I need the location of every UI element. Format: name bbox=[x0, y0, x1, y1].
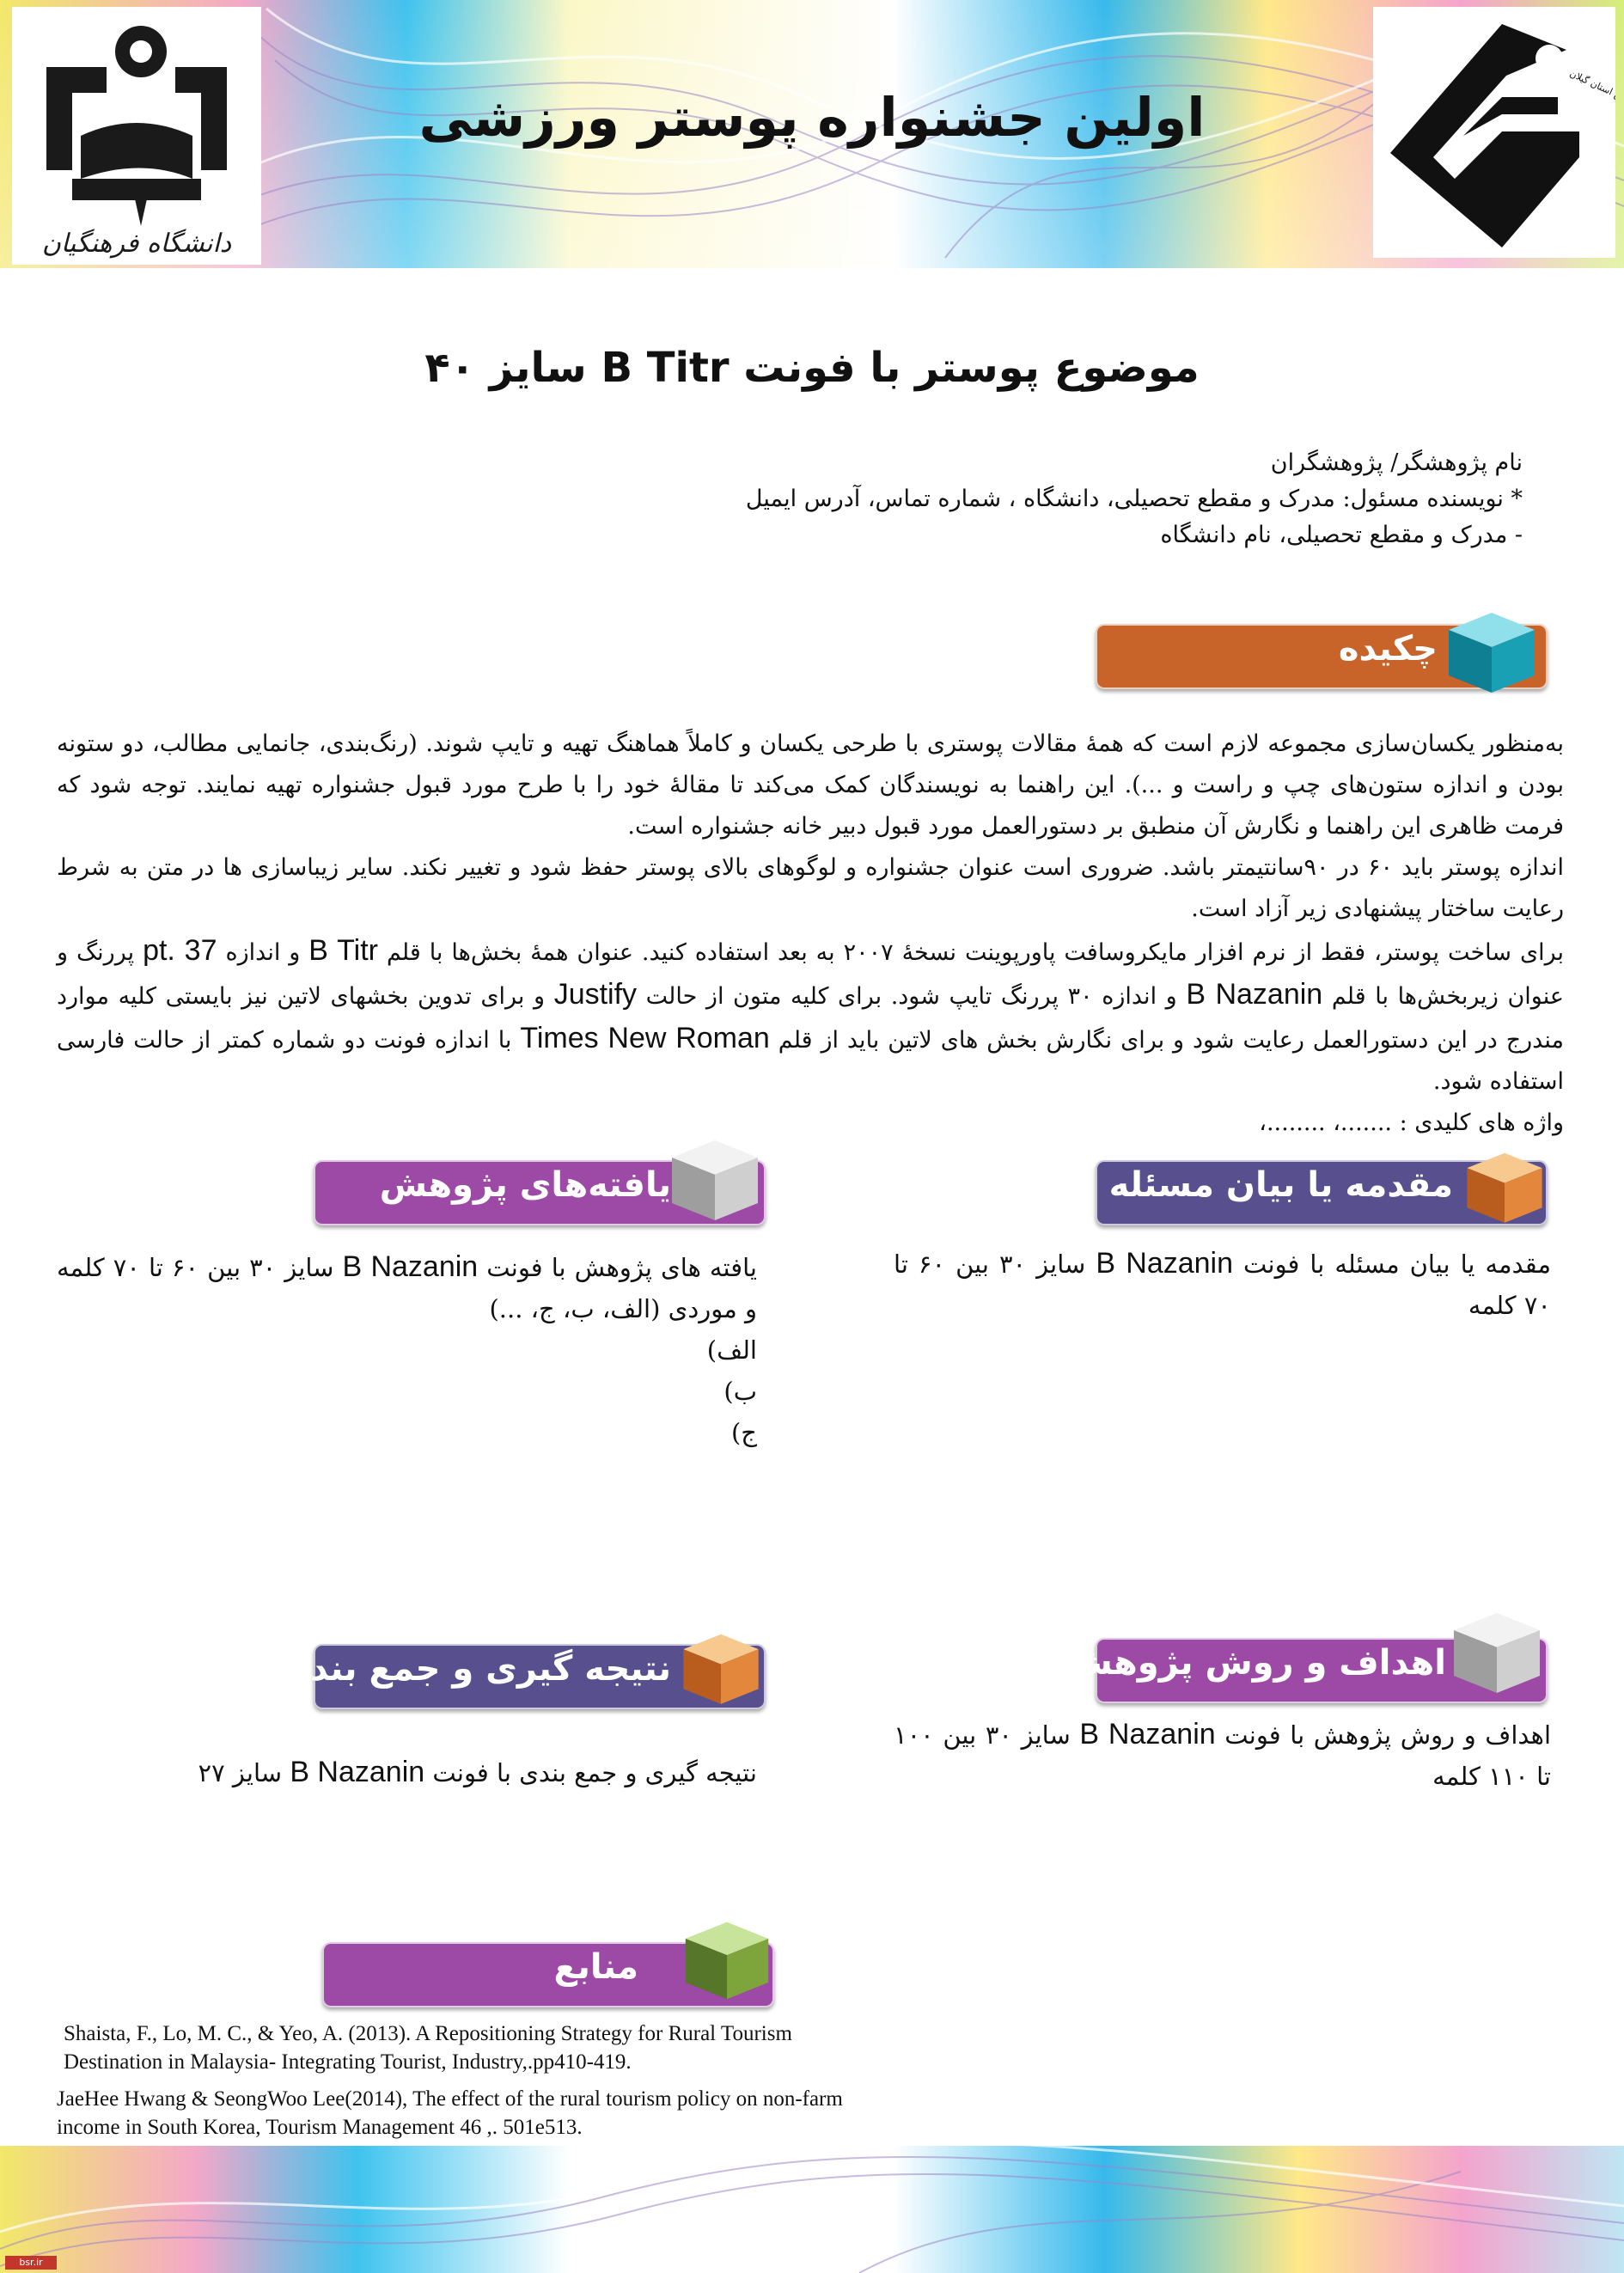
references-heading bbox=[322, 1935, 774, 2007]
abstract-p3-a: برای ساخت پوستر، فقط از نرم افزار مایکروسافت پاورپوینت نسخهٔ ۲۰۰۷ به بعد استفاده کنید. عنوان همهٔ بخش‌ها با قلم bbox=[386, 939, 1564, 966]
methods-font: B Nazanin bbox=[1079, 1718, 1216, 1751]
abstract-p3-i: و برای تدوین بخشهای لاتین نیز بایستی کلیه موارد مندرج در این دستورالعمل رعایت شود و برای نگارش بخش های لاتین باید از قلم bbox=[57, 983, 1564, 1054]
conclusion-heading bbox=[278, 1637, 766, 1709]
abstract-paragraph-3 bbox=[57, 930, 1564, 1103]
reference-item: JaeHee Hwang & SeongWoo Lee(2014), The effect of the rural tourism policy on non-farm income in South Korea, Tourism Management 46 ,. 501e513. bbox=[57, 2087, 843, 2139]
university-logo-text: دانشگاه فرهنگیان bbox=[41, 229, 232, 259]
ministry-emblem-icon bbox=[1373, 7, 1615, 258]
methods-text-a: اهداف و روش پژوهش با فونت bbox=[1224, 1720, 1551, 1750]
abstract-heading bbox=[1096, 617, 1548, 689]
methods-text bbox=[894, 1714, 1551, 1797]
orange-cube-icon bbox=[680, 1627, 762, 1709]
methods-body bbox=[894, 1714, 1551, 1797]
orange-cube-icon bbox=[1463, 1148, 1546, 1225]
poster-footer bbox=[0, 2146, 1624, 2273]
findings-font: B Nazanin bbox=[342, 1250, 479, 1283]
findings-item-jim: ج) bbox=[730, 1418, 757, 1447]
methods-heading bbox=[1065, 1631, 1548, 1703]
intro-text-a: مقدمه یا بیان مسئله با فونت bbox=[1243, 1250, 1551, 1279]
conclusion-body bbox=[57, 1751, 757, 1793]
university-logo bbox=[12, 7, 261, 265]
intro-heading bbox=[1096, 1153, 1548, 1225]
abstract-font-bnazanin: B Nazanin bbox=[1186, 978, 1323, 1011]
authors-block bbox=[601, 445, 1523, 553]
abstract-paragraph-1: به‌منظور یکسان‌سازی مجموعه لازم است که همهٔ مقالات پوستری با طرحی یکسان و کاملاً هماهنگ تهیه و تایپ شوند. (رنگ‌بندی، جانمایی مطالب، دو ستونه بودن و اندازه ستون‌های چپ و راست و ...). این راهنما به نویسندگان کمک می‌کند تا مقالهٔ خود را با طرح مورد قبول جشنواره تهیه نمایند. توجه شود که فرمت ظاهری این راهنما و نگارش آن منطبق بر دستورالعمل مورد قبول دبیر خانه جشنواره است. bbox=[57, 730, 1564, 840]
findings-text-a: یافته های پژوهش با فونت bbox=[486, 1253, 757, 1282]
poster-header bbox=[0, 0, 1624, 268]
conclusion-heading-label: نتیجه گیری و جمع بندی bbox=[278, 1649, 671, 1689]
ministry-logo bbox=[1373, 7, 1615, 258]
intro-heading-label: مقدمه یا بیان مسئله bbox=[1108, 1165, 1453, 1205]
author-names: نام پژوهشگر/ پژوهشگران bbox=[1270, 449, 1523, 476]
abstract-p3-c: و اندازه bbox=[225, 939, 301, 966]
findings-item-alef: الف) bbox=[706, 1335, 757, 1365]
teal-cube-icon bbox=[1444, 608, 1539, 694]
conclusion-font: B Nazanin bbox=[290, 1756, 425, 1788]
abstract-p3-g: و اندازه ۳۰ پررنگ تایپ شود. برای کلیه متون از حالت bbox=[645, 983, 1177, 1010]
conclusion-text bbox=[57, 1751, 757, 1793]
abstract-justify: Justify bbox=[553, 978, 638, 1011]
findings-item-be: ب) bbox=[723, 1377, 757, 1406]
findings-heading bbox=[314, 1153, 766, 1225]
methods-heading-label: اهداف و روش پژوهش bbox=[1065, 1643, 1446, 1683]
intro-font: B Nazanin bbox=[1096, 1247, 1234, 1280]
gray-cube-icon bbox=[1450, 1604, 1544, 1700]
conclusion-text-a: نتیجه گیری و جمع بندی با فونت bbox=[432, 1758, 757, 1787]
methods-text-b: سایز ۳۰ بین ۱۰۰ تا ۱۱۰ کلمه bbox=[894, 1720, 1551, 1791]
intro-text-b: سایز ۳۰ بین ۶۰ تا ۷۰ کلمه bbox=[894, 1250, 1551, 1320]
abstract-heading-label: چکیده bbox=[1338, 629, 1438, 669]
findings-text bbox=[57, 1246, 757, 1329]
findings-heading-label: یافته‌های پژوهش bbox=[379, 1165, 671, 1205]
poster-title: موضوع پوستر با فونت B Titr سایز ۴۰ bbox=[424, 344, 1200, 392]
gray-cube-icon bbox=[668, 1131, 762, 1227]
festival-title: اولین جشنواره پوستر ورزشی bbox=[418, 86, 1206, 149]
keywords: واژه های کلیدی : .......، ........، bbox=[1259, 1109, 1564, 1136]
conclusion-text-b: سایز ۲۷ bbox=[198, 1758, 283, 1787]
findings-text-b: سایز ۳۰ بین ۶۰ تا ۷۰ کلمه و موردی (الف، ب، ج، ...) bbox=[57, 1253, 757, 1323]
abstract-body bbox=[57, 724, 1564, 1144]
site-stamp: bsr.ir bbox=[5, 2256, 57, 2270]
references-list bbox=[57, 2019, 864, 2150]
green-cube-icon bbox=[681, 1915, 772, 2004]
abstract-font-btitr: B Titr bbox=[308, 934, 378, 967]
abstract-p3-e: پررنگ و عنوان زیربخش‌ها با قلم bbox=[57, 939, 1565, 1010]
corresponding-author: * نویسنده مسئول: مدرک و مقطع تحصیلی، دانشگاه ، شماره تماس، آدرس ایمیل bbox=[745, 486, 1523, 512]
footer-decoration bbox=[0, 2146, 1624, 2273]
reference-item: Shaista, F., Lo, M. C., & Yeo, A. (2013). A Repositioning Strategy for Rural Tourism Destination in Malaysia- Integrating Tourist, Industry,.pp410-419. bbox=[64, 2022, 792, 2074]
references-heading-label: منابع bbox=[553, 1947, 638, 1987]
findings-body bbox=[57, 1246, 757, 1453]
author-affiliation: - مدرک و مقطع تحصیلی، نام دانشگاه bbox=[1160, 522, 1523, 548]
abstract-p3-k: با اندازه فونت دو شماره کمتر از حالت فارسی استفاده شود. bbox=[57, 1027, 1564, 1095]
abstract-font-times: Times New Roman bbox=[520, 1022, 770, 1054]
abstract-paragraph-2: اندازه پوستر باید ۶۰ در ۹۰سانتیمتر باشد. ضروری است عنوان جشنواره و لوگوهای بالای پوستر حفظ شود و تغییر نکند. سایر زیباسازی ها در متن به شرط رعایت ساختار پیشنهادی زیر آزاد است. bbox=[57, 854, 1565, 922]
abstract-font-size: pt. 37 bbox=[143, 934, 217, 967]
university-emblem-icon bbox=[12, 7, 261, 265]
intro-text bbox=[894, 1243, 1551, 1326]
intro-body bbox=[894, 1243, 1551, 1326]
